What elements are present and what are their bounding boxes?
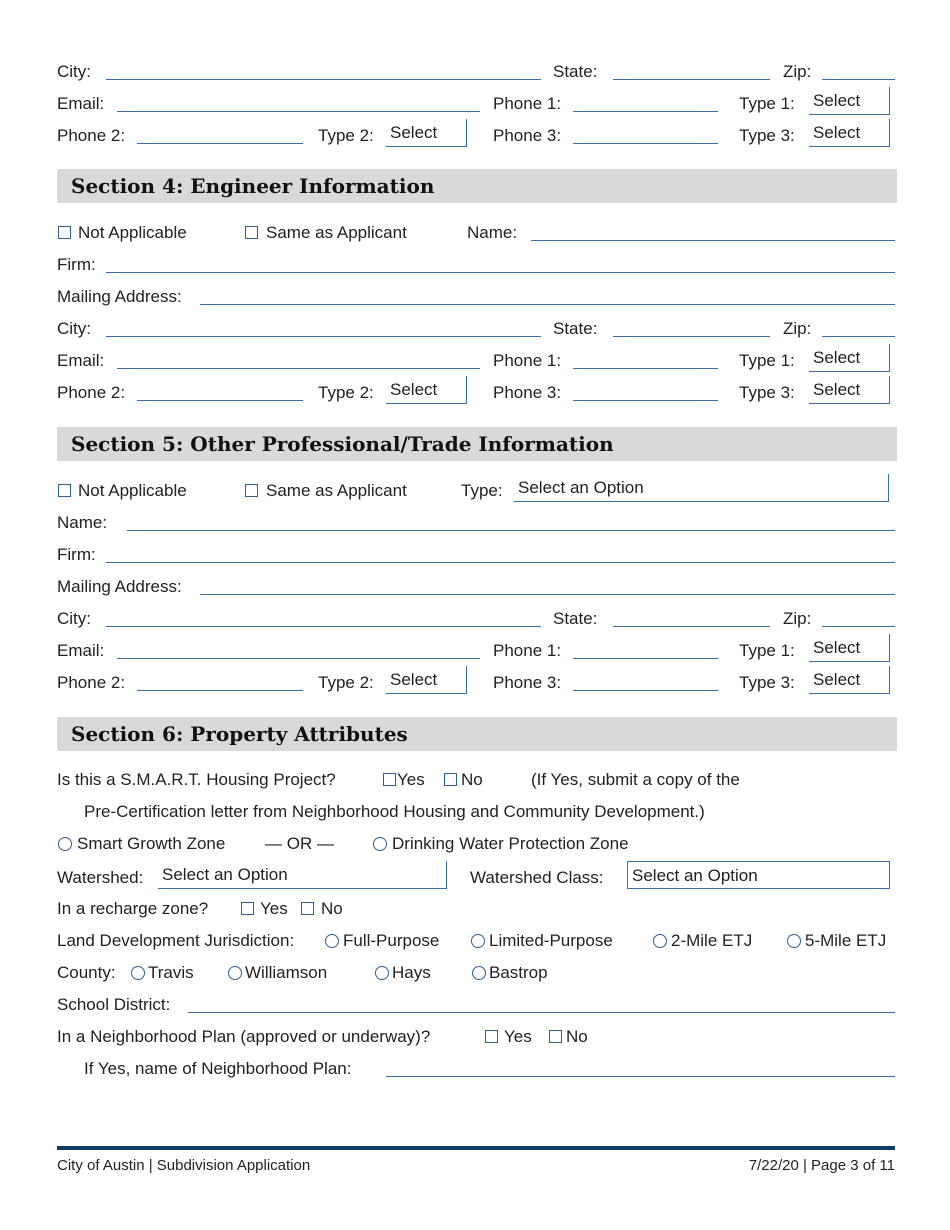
drinking-water-radio[interactable] <box>373 837 387 851</box>
full-purpose-label: Full-Purpose <box>343 931 440 950</box>
s5-type2-select[interactable]: Select <box>386 666 467 694</box>
s4-type2-label: Type 2: <box>318 383 374 402</box>
s5-phone2-field[interactable] <box>137 690 303 691</box>
s5-address-label: Mailing Address: <box>57 577 182 596</box>
s5-phone3-field[interactable] <box>573 690 718 691</box>
recharge-question: In a recharge zone? <box>57 899 209 918</box>
smart-no-label: No <box>461 770 483 789</box>
s5-type-select[interactable]: Select an Option <box>514 474 889 502</box>
s4-firm-label: Firm: <box>57 255 96 274</box>
s5-zip-label: Zip: <box>783 609 812 628</box>
s4-firm-field[interactable] <box>106 272 895 273</box>
smart-no-checkbox[interactable] <box>444 773 457 786</box>
s5-city-field[interactable] <box>106 626 541 627</box>
s4-phone3-label: Phone 3: <box>493 383 562 402</box>
smart-note: (If Yes, submit a copy of the <box>531 770 740 789</box>
s4-name-field[interactable] <box>531 240 895 241</box>
watershed-row <box>57 866 895 892</box>
recharge-no-label: No <box>321 899 343 918</box>
s4-phone1-label: Phone 1: <box>493 351 562 370</box>
hays-label: Hays <box>392 963 431 982</box>
s5-phone1-field[interactable] <box>573 658 718 659</box>
phone3-label: Phone 3: <box>493 126 562 145</box>
s4-same-as-applicant-label: Same as Applicant <box>266 223 407 242</box>
neighborhood-plan-row <box>57 1025 895 1051</box>
s4-city-label: City: <box>57 319 91 338</box>
county-row <box>57 961 895 987</box>
etj5-radio[interactable] <box>787 934 801 948</box>
state-field[interactable] <box>613 79 770 80</box>
s5-type-label: Type: <box>461 481 503 500</box>
s4-phone3-field[interactable] <box>573 400 718 401</box>
type3-select[interactable]: Select <box>809 119 890 147</box>
etj2-radio[interactable] <box>653 934 667 948</box>
city-label: City: <box>57 62 91 81</box>
s5-address-field[interactable] <box>200 594 895 595</box>
s4-state-label: State: <box>553 319 598 338</box>
s4-state-field[interactable] <box>613 336 770 337</box>
recharge-no-checkbox[interactable] <box>301 902 314 915</box>
s5-type1-label: Type 1: <box>739 641 795 660</box>
smart-growth-radio[interactable] <box>58 837 72 851</box>
email-phone1-row <box>57 92 895 118</box>
s5-type3-select[interactable]: Select <box>809 666 890 694</box>
s5-email-label: Email: <box>57 641 105 660</box>
section5-header <box>57 427 897 461</box>
limited-purpose-radio[interactable] <box>471 934 485 948</box>
phone3-field[interactable] <box>573 143 718 144</box>
s4-firm-row <box>57 253 895 279</box>
footer-right: 7/22/20 | Page 3 of 11 <box>748 1157 895 1174</box>
type2-label: Type 2: <box>318 126 374 145</box>
footer-rule <box>57 1146 895 1150</box>
phone1-label: Phone 1: <box>493 94 562 113</box>
smart-housing-question: Is this a S.M.A.R.T. Housing Project? <box>57 770 336 789</box>
jurisdiction-label: Land Development Jurisdiction: <box>57 931 295 950</box>
s5-options-row <box>57 479 895 505</box>
smart-yes-checkbox[interactable] <box>383 773 396 786</box>
s4-address-row <box>57 285 895 311</box>
s5-phone1-label: Phone 1: <box>493 641 562 660</box>
s4-phone2-row <box>57 381 895 407</box>
section4-title: Section 4: Engineer Information <box>71 174 435 198</box>
neighborhood-name-row <box>57 1057 895 1083</box>
section6-title: Section 6: Property Attributes <box>71 722 408 746</box>
s4-type1-label: Type 1: <box>739 351 795 370</box>
type3-label: Type 3: <box>739 126 795 145</box>
s4-phone1-field[interactable] <box>573 368 718 369</box>
s5-name-row <box>57 511 895 537</box>
full-purpose-radio[interactable] <box>325 934 339 948</box>
s4-email-row <box>57 349 895 375</box>
limited-purpose-label: Limited-Purpose <box>489 931 613 950</box>
s4-not-applicable-checkbox[interactable] <box>58 226 71 239</box>
s4-zip-label: Zip: <box>783 319 812 338</box>
williamson-radio[interactable] <box>228 966 242 980</box>
s4-phone2-field[interactable] <box>137 400 303 401</box>
school-district-field[interactable] <box>188 1012 895 1013</box>
s4-zip-field[interactable] <box>822 336 895 337</box>
s4-address-field[interactable] <box>200 304 895 305</box>
s5-firm-label: Firm: <box>57 545 96 564</box>
s5-email-field[interactable] <box>117 658 480 659</box>
etj2-label: 2-Mile ETJ <box>671 931 753 950</box>
s4-email-field[interactable] <box>117 368 480 369</box>
s5-state-label: State: <box>553 609 598 628</box>
zone-row <box>57 832 895 858</box>
s5-firm-field[interactable] <box>106 562 895 563</box>
s4-city-field[interactable] <box>106 336 541 337</box>
recharge-yes-label: Yes <box>260 899 288 918</box>
school-district-label: School District: <box>57 995 171 1014</box>
watershed-class-select[interactable]: Select an Option <box>627 861 890 889</box>
phone2-phone3-row <box>57 124 895 150</box>
s5-email-row <box>57 639 895 665</box>
smart-note-row <box>57 800 895 826</box>
s5-not-applicable-checkbox[interactable] <box>58 484 71 497</box>
type1-select[interactable]: Select <box>809 87 890 115</box>
email-field[interactable] <box>117 111 480 112</box>
type2-select[interactable]: Select <box>386 119 467 147</box>
bastrop-label: Bastrop <box>489 963 548 982</box>
williamson-label: Williamson <box>245 963 328 982</box>
zip-field[interactable] <box>822 79 895 80</box>
zip-label: Zip: <box>783 62 812 81</box>
neighborhood-no-checkbox[interactable] <box>549 1030 562 1043</box>
s4-type1-select[interactable]: Select <box>809 344 890 372</box>
travis-radio[interactable] <box>131 966 145 980</box>
recharge-row <box>57 897 895 923</box>
smart-yes-label: Yes <box>397 770 425 789</box>
s4-phone2-label: Phone 2: <box>57 383 126 402</box>
s5-type3-label: Type 3: <box>739 673 795 692</box>
s4-type3-label: Type 3: <box>739 383 795 402</box>
s5-state-field[interactable] <box>613 626 770 627</box>
s5-same-as-applicant-label: Same as Applicant <box>266 481 407 500</box>
s4-type3-select[interactable]: Select <box>809 376 890 404</box>
s5-name-field[interactable] <box>127 530 895 531</box>
recharge-yes-checkbox[interactable] <box>241 902 254 915</box>
neighborhood-plan-question: In a Neighborhood Plan (approved or underway)? <box>57 1027 431 1046</box>
smart-housing-row <box>57 768 895 794</box>
hays-radio[interactable] <box>375 966 389 980</box>
s5-name-label: Name: <box>57 513 108 532</box>
phone2-label: Phone 2: <box>57 126 126 145</box>
s5-type2-label: Type 2: <box>318 673 374 692</box>
s5-not-applicable-label: Not Applicable <box>78 481 187 500</box>
watershed-label: Watershed: <box>57 868 144 887</box>
s5-city-row <box>57 607 895 633</box>
section5-title: Section 5: Other Professional/Trade Information <box>71 432 614 456</box>
state-label: State: <box>553 62 598 81</box>
neighborhood-yes-label: Yes <box>504 1027 532 1046</box>
s4-address-label: Mailing Address: <box>57 287 182 306</box>
s4-options-row <box>57 221 895 247</box>
drinking-water-label: Drinking Water Protection Zone <box>392 834 629 853</box>
s5-same-as-applicant-checkbox[interactable] <box>245 484 258 497</box>
s5-address-row <box>57 575 895 601</box>
s5-city-label: City: <box>57 609 91 628</box>
school-district-row <box>57 993 895 1019</box>
neighborhood-no-label: No <box>566 1027 588 1046</box>
s5-firm-row <box>57 543 895 569</box>
s5-type1-select[interactable]: Select <box>809 634 890 662</box>
neighborhood-name-label: If Yes, name of Neighborhood Plan: <box>84 1059 352 1078</box>
type1-label: Type 1: <box>739 94 795 113</box>
neighborhood-yes-checkbox[interactable] <box>485 1030 498 1043</box>
s4-name-label: Name: <box>467 223 518 242</box>
bastrop-radio[interactable] <box>472 966 486 980</box>
email-label: Email: <box>57 94 105 113</box>
or-separator: — OR — <box>265 834 334 853</box>
city-state-zip-row <box>57 60 895 86</box>
s4-not-applicable-label: Not Applicable <box>78 223 187 242</box>
watershed-class-label: Watershed Class: <box>470 868 604 887</box>
section6-header <box>57 717 897 751</box>
watershed-select[interactable]: Select an Option <box>158 861 447 889</box>
s5-phone3-label: Phone 3: <box>493 673 562 692</box>
smart-growth-label: Smart Growth Zone <box>77 834 226 853</box>
s4-type2-select[interactable]: Select <box>386 376 467 404</box>
s5-phone2-row <box>57 671 895 697</box>
footer-left: City of Austin | Subdivision Application <box>57 1157 311 1174</box>
phone1-field[interactable] <box>573 111 718 112</box>
jurisdiction-row <box>57 929 895 955</box>
city-field[interactable] <box>106 79 541 80</box>
etj5-label: 5-Mile ETJ <box>805 931 887 950</box>
s4-same-as-applicant-checkbox[interactable] <box>245 226 258 239</box>
neighborhood-name-field[interactable] <box>386 1076 895 1077</box>
smart-note-continued: Pre-Certification letter from Neighborhood Housing and Community Development.) <box>84 802 705 821</box>
section4-header <box>57 169 897 203</box>
s4-email-label: Email: <box>57 351 105 370</box>
county-label: County: <box>57 963 116 982</box>
s5-zip-field[interactable] <box>822 626 895 627</box>
travis-label: Travis <box>148 963 194 982</box>
s5-phone2-label: Phone 2: <box>57 673 126 692</box>
phone2-field[interactable] <box>137 143 303 144</box>
s4-city-row <box>57 317 895 343</box>
